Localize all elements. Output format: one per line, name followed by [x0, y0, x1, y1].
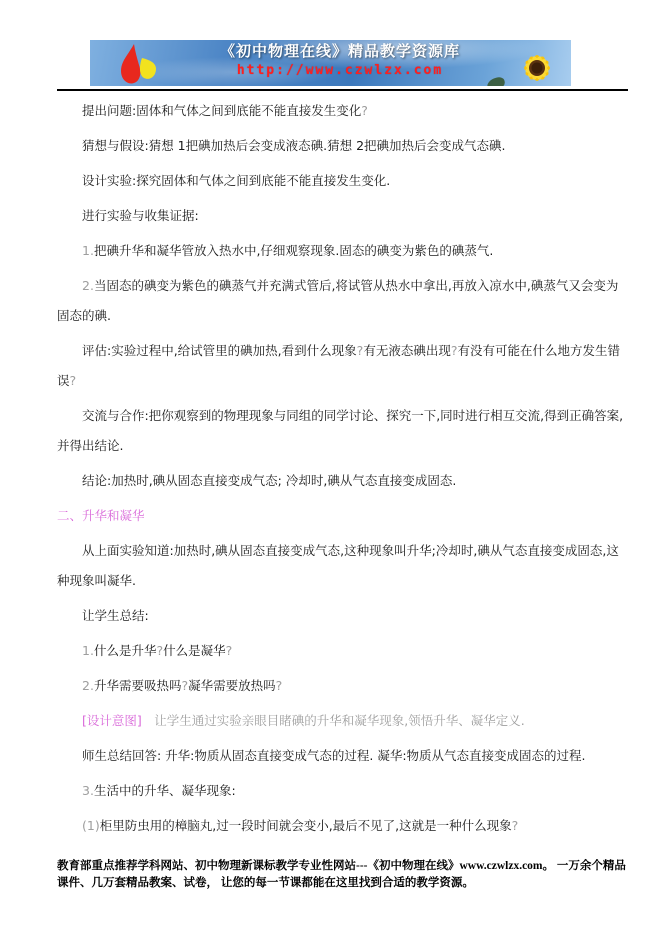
text-segment: 设计实验:探究固体和气体之间到底能不能直接发生变化.	[82, 173, 391, 188]
text-segment: 有没有可能在什么地方发生错误	[57, 343, 620, 388]
leaf-icon	[486, 76, 506, 86]
footer-text: 教育部重点推荐学科网站、初中物理新课标教学专业性网站---《初中物理在线》www.czwlzx.com。 一万余个精品课件、几万套精品教案、试卷， 让您的每一节课都能在这里找到合适的教学资源。	[57, 860, 626, 889]
text-segment: (1)	[82, 818, 100, 833]
text-segment: 1.	[82, 643, 94, 658]
text-segment: 生活中的升华、凝华现象:	[93, 783, 236, 798]
sunflower-icon	[507, 42, 565, 86]
text-segment: 提出问题:固体和气体之间到底能不能直接发生变化	[82, 103, 362, 118]
heading-shenghua-ninghua	[57, 501, 628, 531]
para-question-1	[57, 636, 628, 666]
text-segment: 从上面实验知道:加热时,碘从固态直接变成气态,这种现象叫升华;冷却时,碘从气态直接变成固态,这种现象叫凝华.	[57, 543, 619, 588]
para-shisheng-zongjie	[57, 741, 628, 771]
banner-url: http://www.czwlzx.com	[236, 63, 444, 78]
para-example-1	[57, 811, 628, 841]
text-segment: 2.	[82, 278, 94, 293]
text-segment: 进行实验与收集证据:	[82, 208, 199, 223]
text-segment: 1.	[82, 243, 94, 258]
divider-rule	[57, 89, 628, 91]
para-tichuwenti	[57, 96, 628, 126]
document-body	[57, 96, 628, 846]
text-segment: ?	[275, 678, 283, 693]
text-segment: 二、升华和凝华	[57, 508, 145, 523]
text-segment: ?	[225, 643, 233, 658]
text-segment: ?	[156, 643, 164, 658]
text-segment: ?	[69, 373, 77, 388]
banner-text-block	[210, 42, 470, 80]
para-question-2	[57, 671, 628, 701]
text-segment: 凝华需要放热吗	[188, 678, 276, 693]
para-step-1	[57, 236, 628, 266]
text-segment: 结论:加热时,碘从固态直接变成气态; 冷却时,碘从气态直接变成固态.	[82, 473, 457, 488]
banner-title: 《初中物理在线》精品教学资源库	[219, 44, 460, 60]
flame-logo-icon	[112, 42, 164, 86]
para-jinxing-shiyan	[57, 201, 628, 231]
text-segment: 2.	[82, 678, 94, 693]
para-sheji-yitu	[57, 706, 628, 736]
para-pinggu	[57, 336, 628, 396]
para-dingyi	[57, 536, 628, 596]
text-segment: 把碘升华和凝华管放入热水中,仔细观察现象.固态的碘变为紫色的碘蒸气.	[93, 243, 494, 258]
text-segment: 交流与合作:把你观察到的物理现象与同组的同学讨论、探究一下,同时进行相互交流,得到正确答案,并得出结论.	[57, 408, 624, 453]
para-rang-xuesheng-zongjie	[57, 601, 628, 631]
text-segment: ?	[181, 678, 189, 693]
text-segment: 让学生通过实验亲眼目睹碘的升华和凝华现象,领悟升华、凝华定义.	[141, 713, 525, 728]
para-step-2	[57, 271, 628, 331]
text-segment: ?	[361, 103, 368, 118]
text-segment: 什么是升华	[93, 643, 157, 658]
text-segment: 什么是凝华	[163, 643, 226, 658]
text-segment: 师生总结回答: 升华:物质从固态直接变成气态的过程. 凝华:物质从气态直接变成固态的过程.	[82, 748, 586, 763]
text-segment: ?	[450, 343, 458, 358]
text-segment: 3.	[82, 783, 94, 798]
text-segment: ?	[511, 818, 519, 833]
text-segment: 升华需要吸热吗	[93, 678, 182, 693]
para-jielun	[57, 466, 628, 496]
text-segment: 评估:实验过程中,给试管里的碘加热,看到什么现象	[82, 343, 357, 358]
text-segment: 柜里防虫用的樟脑丸,过一段时间就会变小,最后不见了,这就是一种什么现象	[99, 818, 512, 833]
para-jiaoliu-hezuo	[57, 401, 628, 461]
text-segment: 猜想与假设:猜想 1把碘加热后会变成液态碘.猜想 2把碘加热后会变成气态碘.	[82, 138, 506, 153]
text-segment: [设计意图]	[82, 713, 142, 728]
text-segment: 让学生总结:	[82, 608, 149, 623]
para-caixiang	[57, 131, 628, 161]
para-sheji-shiyan	[57, 166, 628, 196]
para-question-3	[57, 776, 628, 806]
text-segment: ?	[356, 343, 364, 358]
text-segment: 当固态的碘变为紫色的碘蒸气并充满式管后,将试管从热水中拿出,再放入凉水中,碘蒸气又会变为固态的碘.	[57, 278, 619, 323]
text-segment: 有无液态碘出现	[363, 343, 451, 358]
site-banner	[90, 40, 571, 86]
